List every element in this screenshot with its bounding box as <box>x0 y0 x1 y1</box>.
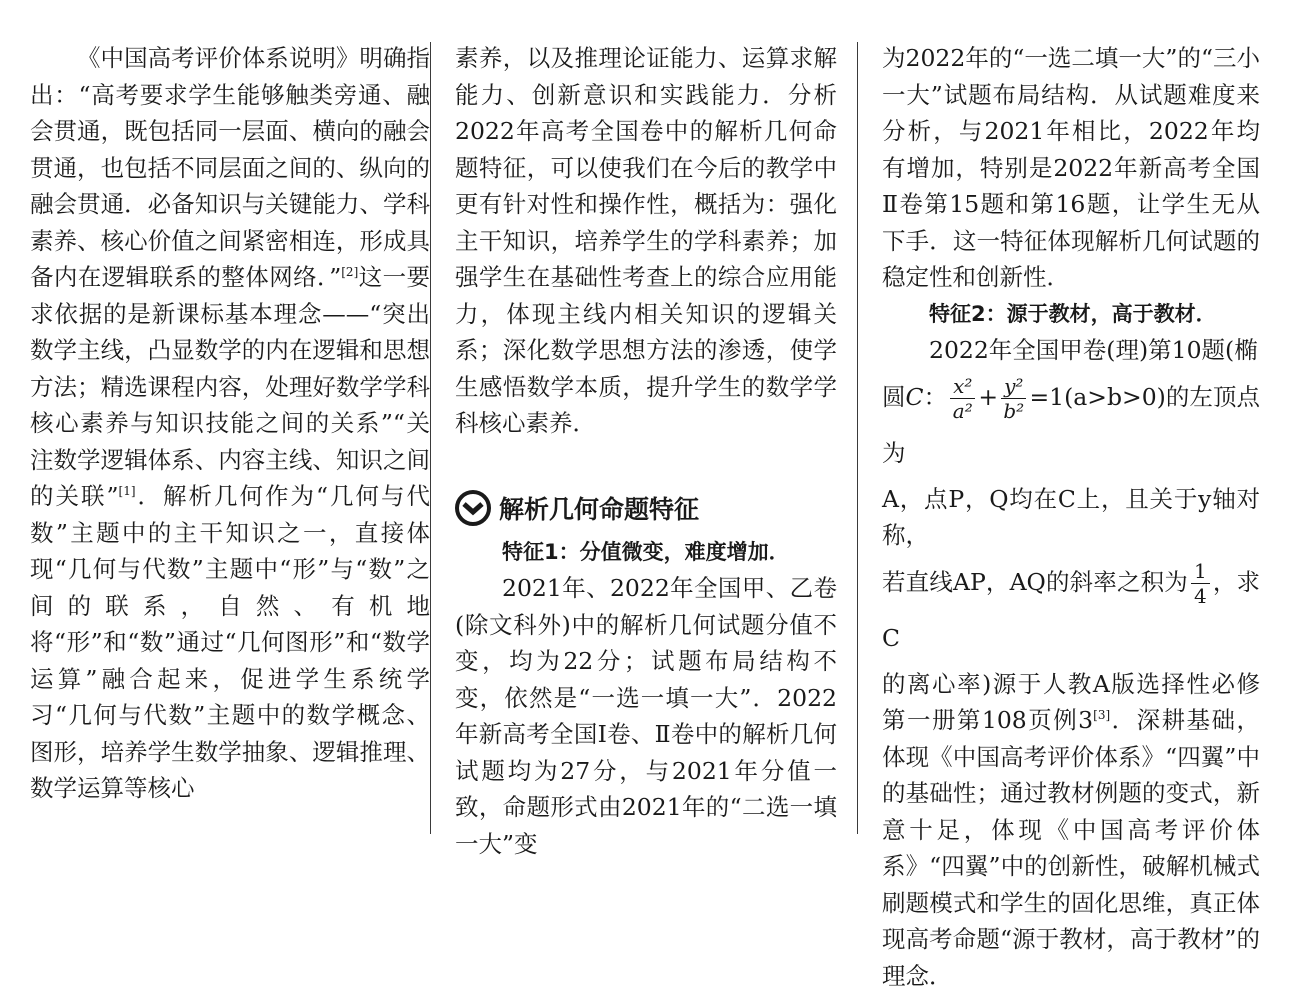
denominator: b² <box>1001 399 1026 423</box>
text-run: 若直线AP，AQ的斜率之积为 <box>882 568 1188 596</box>
math-line <box>882 554 1260 666</box>
body-line: A，点P，Q均在C上，且关于y轴对称， <box>882 481 1260 554</box>
column-2 <box>455 40 837 862</box>
body-paragraph: 2021年、2022年全国甲、乙卷(除文科外)中的解析几何试题分值不变，均为22分；试题布局结构不变，依然是“一选一填一大”．2022年新高考全国Ⅰ卷、Ⅱ卷中的解析几何试题均为27分，与2021年分值一致，命题形式由2021年的“二选一填一大”变 <box>455 570 837 862</box>
text-run: ，求C <box>882 568 1260 652</box>
fraction-quarter <box>1191 559 1210 608</box>
citation: [2] <box>341 265 358 279</box>
body-paragraph: 素养，以及推理论证能力、运算求解能力、创新意识和实践能力．分析2022年高考全国卷中的解析几何命题特征，可以使我们在今后的教学中更有针对性和操作性，概括为：强化主干知识，培养学生的学科素养；加强学生在基础性考查上的综合应用能力，体现主线内相关知识的逻辑关系；深化数学思想方法的渗透，使学生感悟数学本质，提升学生的数学学科核心素养． <box>455 40 837 442</box>
numerator: x² <box>950 374 975 399</box>
numerator: y² <box>1001 374 1026 399</box>
denominator: 4 <box>1191 584 1210 608</box>
text-run: 《中国高考评价体系说明》明确指出：“高考要求学生能够触类旁通、融会贯通，既包括同一层面、横向的融会贯通，也包括不同层面之间的、纵向的融会贯通．必备知识与关键能力、学科素养、核心价值之间紧密相连，形成具备内在逻辑联系的整体网络．” <box>30 44 430 291</box>
text-run: 的离心率)源于人教A版选择性必修第一册第108页例3 <box>882 670 1260 735</box>
text-run: 圆 <box>882 383 906 411</box>
body-paragraph <box>30 40 430 807</box>
column-3 <box>882 40 1260 994</box>
fraction-x <box>950 374 975 423</box>
body-paragraph: 为2022年的“一选二填一大”的“三小一大”试题布局结构．从试题难度来分析，与2021年相比，2022年均有增加，特别是2022年新高考全国Ⅱ卷第15题和第16题，让学生无从下手．这一特征体现解析几何试题的稳定性和创新性． <box>882 40 1260 296</box>
section-heading <box>455 482 837 534</box>
math-var: C <box>906 383 924 411</box>
body-paragraph: 2022年全国甲卷(理)第10题(椭 <box>882 332 1260 369</box>
spacer <box>455 442 837 478</box>
math-line <box>882 369 1260 481</box>
text-run: ： <box>924 383 948 411</box>
column-divider <box>857 42 858 834</box>
denominator: a² <box>950 399 975 423</box>
section-bullet-icon <box>455 490 491 526</box>
body-paragraph <box>882 666 1260 994</box>
section-title: 解析几何命题特征 <box>499 490 699 526</box>
fraction-y <box>1001 374 1026 423</box>
column-1 <box>30 40 430 807</box>
citation: [1] <box>119 484 136 498</box>
operator: + <box>978 383 998 411</box>
feature-heading: 特征1：分值微变，难度增加． <box>455 534 837 571</box>
text-run: ．解析几何作为“几何与代数”主题中的主干知识之一，直接体现“几何与代数”主题中“形”与“数”之间的联系，自然、有机地将“形”和“数”通过“几何图形”和“数学运算”融合起来，促进学生系统学习“几何与代数”主题中的数学概念、图形，培养学生数学抽象、逻辑推理、数学运算等核心 <box>30 482 430 802</box>
column-divider <box>430 42 431 834</box>
text-run: 这一要求依据的是新课标基本理念——“突出数学主线，凸显数学的内在逻辑和思想方法；精选课程内容，处理好数学学科核心素养与知识技能之间的关系”“关注数学逻辑体系、内容主线、知识之间的关联” <box>30 263 430 510</box>
citation: [3] <box>1093 708 1110 722</box>
text-run: ．深耕基础，体现《中国高考评价体系》“四翼”中的基础性；通过教材例题的变式，新意十足，体现《中国高考评价体系》“四翼”中的创新性，破解机械式刷题模式和学生的固化思维，真正体现高考命题“源于教材，高于教材”的理念． <box>882 706 1260 990</box>
feature-heading: 特征2：源于教材，高于教材． <box>882 296 1260 333</box>
numerator: 1 <box>1191 559 1210 584</box>
text-run: =1(a>b>0)的左顶点为 <box>882 383 1260 467</box>
